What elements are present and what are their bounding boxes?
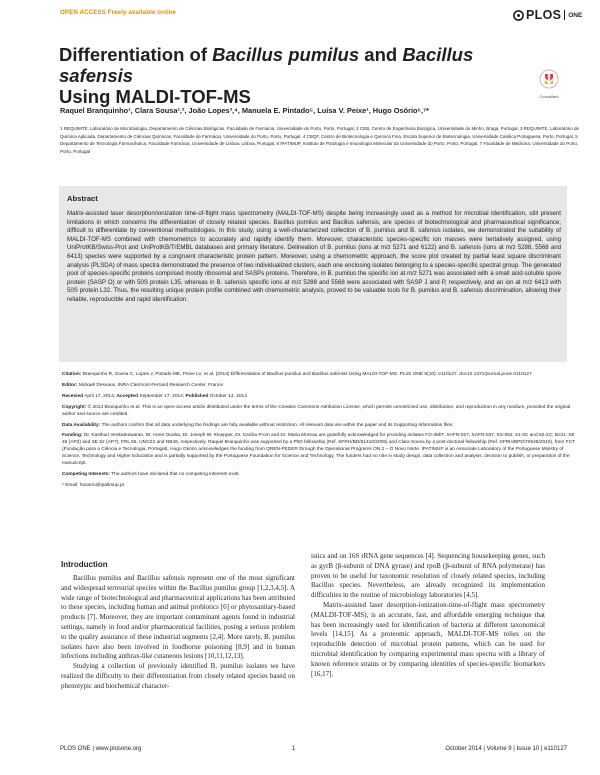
page-footer [60,746,567,758]
data-availability-block [62,423,576,430]
accepted-label: Accepted [116,393,139,399]
plos-logo-icon [513,10,524,21]
intro-paragraph: Matrix-assisted laser desorption-ionization-time-of-flight mass spectrometry (MALDI-TOF-MS), is an accurate, fast, and affordable emerging technique that has been increasingly used for identification of bacteria at different taxonomical levels [14,15]. As a proteomic approach, MALDI-TOF-MS relies on the reproducible detection of microbial protein patterns, which can be used for microbial identification by comparing experimental mass spectra with a library of known reference strains or by comparing identities of species-specific biomarkers [16,17]. [311,600,545,678]
received-label: Received [62,393,84,399]
author-list: Raquel Branquinho¹, Clara Sousa¹,², João Lopes³,⁴, Manuela E. Pintado⁵, Luísa V. Peixe¹, Hugo Osório⁶,⁷* [60,106,429,115]
email-block [62,483,576,490]
competing-interests-label: Competing Interests: [62,471,110,477]
footer-issue: October 2014 | Volume 9 | Issue 10 | e110127 [445,746,567,752]
intro-right-column [311,552,545,679]
abstract-text: Matrix-assisted laser desorption/ionization time-of-flight mass spectrometry (MALDI-TOF-MS) despite being increasingly used as a method for microbial identification, still present limitations in which concerns the differentiation of closely related species. Bacillus pumilus and Bacillus safensis, are species of biotechnological and pharmaceutical significance, difficult to differentiate by conventional methodologies. In this study, using a well-characterized collection of B. pumilus and B. safensis isolates, we demonstrated the suitability of MALDI-TOF-MS combined with chemometrics to accurately and rapidly identify them. Moreover, characteristic species-specific ion masses were tentatively assigned, using UniProtKB/Swiss-Prot and UniProtKB/TrEMBL databases and primary literature. Delineation of B. pumilus (ions at m/z 5271 and 6122) and B. safensis (ions at m/z 5288, 5568 and 6413) species were supported by a congruent characteristic protein pattern. Moreover, using a chemometric approach, the score plot created by partial least square discriminant analysis (PLSDA) of mass spectra demonstrated the presence of two individualized clusters, each one enclosing isolates belonging to a species-specific spectral group. The generated pool of species-specific proteins comprised mostly ribosomal and SASPs proteins. Therefore, in B. pumilus the specific ion at m/z 5271 was associated with a small acid-soluble spore protein (SASP O) or with 50S protein L35, whereas in B. safensis specific ions at m/z 5288 and 5568 were associated with SASP J and P, respectively, and an ion at m/z 6413 with 50S protein L32. Thus, the resulting unique protein profile combined with chemometric analysis, proved to be valuable tools for B. pumilus and B. safensis discrimination, allowing their reliable, reproducible and rapid identification. [67,210,561,303]
editor-block [62,383,576,390]
intro-left-column [61,574,295,692]
open-access-label [60,9,176,16]
email-label: * Email: [62,482,79,488]
crossmark-icon [539,69,559,89]
footer-journal[interactable]: PLOS ONE | www.plosone.org [60,746,142,752]
open-access-word: OPEN [60,9,78,16]
logo-divider [564,10,565,20]
logo-plos-text: PLOS [526,8,562,22]
intro-paragraph: istics and on 16S rRNA gene sequences [4]. Sequencing housekeeping genes, such as gyrB (β-subunit of DNA gyrase) and rpoB (β-subunit of RNA polymerase) has proven to be useful for taxonomic resolution of closely related species, including Bacillus species. Nevertheless, are already recognized its implementation difficulties in the routine of microbiology laboratories [4,5]. [311,552,545,600]
article-metadata [62,372,576,494]
dates-block [62,394,576,401]
citation-text: Branquinho R, Sousa C, Lopes J, Pintado ME, Peixe LV, et al. (2014) Differentiation of Bacillus pumilus and Bacillus safensis Using MALDI-TOF-MS. PLoS ONE 9(10): e110127. doi:10.1371/journal.pone.0110127 [82,372,532,377]
page-number: 1 [292,746,296,752]
crossmark-badge[interactable] [536,69,562,99]
open-access-freely: ACCESS Freely available online [79,9,177,16]
title-part-3: Using MALDI-TOF-MS [59,86,251,107]
funding-text: Dr. Kasthuri Venkateswaran, Dr. Irene Ouoba, Dr. Joseph W. Kloepper, Dr. Cecilia From and Dr. Maria Moreau are gratefully acknowledged for providing isolates FO-36bT, SAFN-027, SAFN-037, KS-052, 51-3C and 82-2C; Bc31; SE 49 (AP3) and SE 52 (AP7); FRL 55, UNG22 and NB46, respectively. Raquel Branquinho was supported by a PhD fellowship (Ref. SFRH/BD/61410/2009) and Clara Sousa by a post-doctoral fellowship (Ref. SFRH/BPD/70548/2010), from FCT (Fundação para a Ciência e Tecnologia, Portugal). Hugo Osório acknowledges the funding from QREN-FEDER through the Operational Programs ON.2 – O Novo Norte. IPATIMUP is an Associate Laboratory of the Portuguese Ministry of Science, Technology and Higher Education and is partially supported by the Portuguese Foundation for Science and Technology. The funders had no role in study design, data collection and analysis, decision to publish, or preparation of the manuscript. [62,433,575,467]
accepted-date: September 17, 2014; [139,393,185,399]
title-species-2: Bacillus safensis [59,44,474,86]
copyright-text: © 2014 Branquinho et al. This is an open-access article distributed under the terms of the Creative Commons Attribution License, which permits unrestricted use, distribution, and reproduction in any medium, provided the original author and source are credited. [62,404,571,417]
citation-label: Citation: [62,372,82,377]
abstract-box [59,186,567,362]
logo-one-text: ONE [568,11,583,19]
funding-label: Funding: [62,433,83,439]
citation-block [62,372,576,379]
email-link[interactable]: hosorio@ipatimup.pt [79,482,124,488]
plos-one-logo[interactable] [513,8,582,22]
copyright-label: Copyright: [62,404,87,410]
competing-interests-text: The authors have declared that no competing interests exist. [111,471,240,477]
received-date: April 17, 2014; [84,393,116,399]
published-date: October 14, 2014 [209,393,247,399]
editor-text: Mickaël Desvaux, INRA Clermont-Ferrand Research Center, France [78,382,224,388]
editor-label: Editor: [62,382,78,388]
affiliations: 1 REQUIMTE, Laboratório de Microbiologia, Departamento de Ciências Biológicas, Faculdade de Farmácia, Universidade do Porto, Porto, Portugal, 2 CEB, Centro de Engenharia Biológica, Universidade do Minho, Braga, Portugal, 3 REQUIMTE, Laboratório de Química Aplicada, Departamento de Ciências Químicas, Faculdade de Farmácia, Universidade do Porto, Porto, Portugal, 4 CBQF, Centro de Biotecnologia e Química Fina, Escola Superior de Biotecnologia, Universidade Católica Portuguesa, Porto, Portugal, 5 Departamento de Tecnologia Farmacêutica, Faculdade Farmácia, Universidade de Lisboa, Lisboa, Portugal, 6 IPATIMUP, Instituto de Patologia e Imunologia Molecular da Universidade do Porto, Porto, Portugal, 7 Faculdade de Medicina, Universidade do Porto, Porto, Portugal [60,126,580,154]
introduction-heading: Introduction [61,560,108,569]
published-label: Published [185,393,209,399]
intro-paragraph: Bacillus pumilus and Bacillus safensis represent one of the most significant and widespread terrestrial species within the Bacillus pumilus group [1,2,3,4,5]. A wide range of biotechnological and pharmaceutical applications has been attributed to these species, including human and animal probiotics [6] or phytosanitary-based products [7]. Moreover, they are important contaminant agents found in industrial settings, namely in food and/or pharmaceutical facilities, posing a serious problem to the quality assurance of these industrial segments [2,4]. More rarely, B. pumilus isolates have also been involved in foodborne poisoning [8,9] and in human infections including anthrax-like cutaneous lesions [10,11,12,13]. [61,574,295,661]
intro-paragraph: Studying a collection of previously identified B. pumilus isolates we have realized the difficulty to their differentiation from closely related species based on phenotypic and biochemical character- [61,662,295,690]
title-part-2: and [359,44,403,65]
data-availability-label: Data Availability: [62,422,101,428]
crossmark-label: CrossMark [539,94,559,99]
article-title [59,44,529,107]
funding-block [62,433,576,468]
title-part-1: Differentiation of [59,44,213,65]
competing-interests-block [62,472,576,479]
title-species-1: Bacillus pumilus [212,44,360,65]
abstract-heading: Abstract [67,194,98,203]
data-availability-text: The authors confirm that all data underlying the findings are fully available without restriction. All relevant data are within the paper and its Supporting Information files. [101,422,454,428]
copyright-block [62,405,576,419]
